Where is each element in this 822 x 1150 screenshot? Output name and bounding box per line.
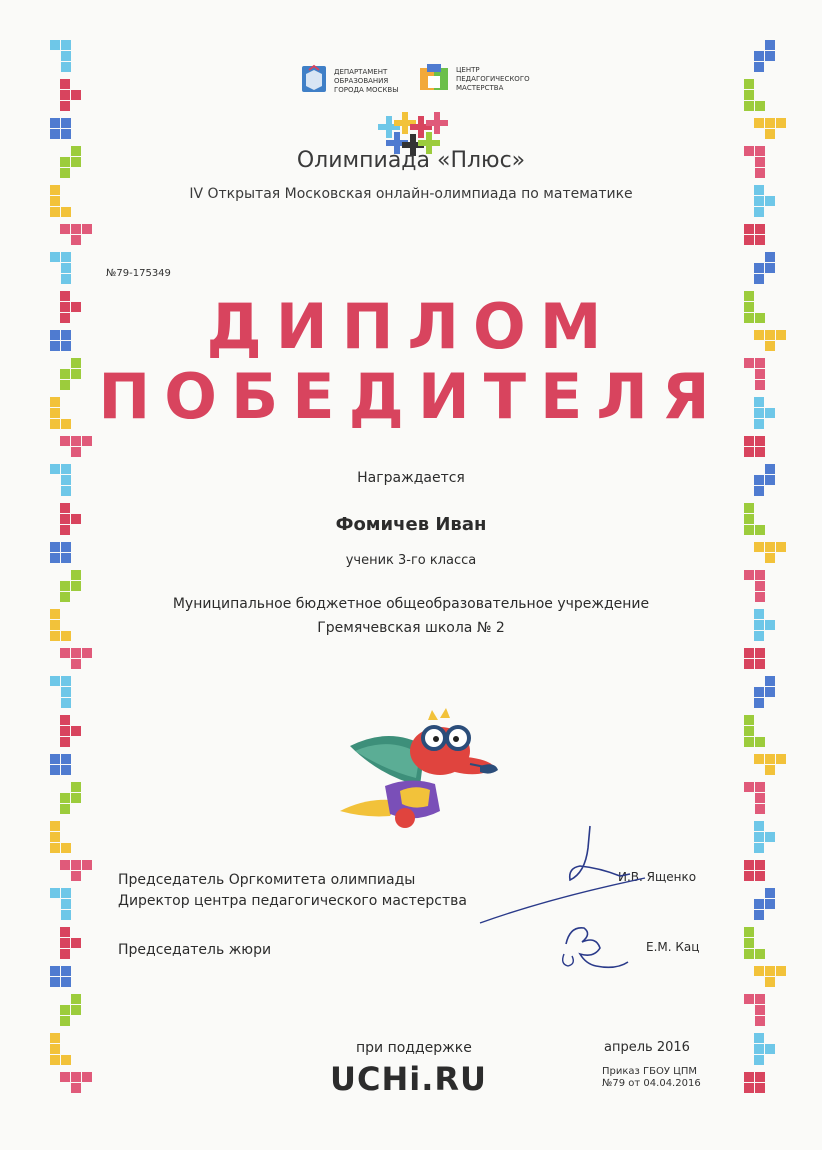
tetris-block	[61, 888, 71, 898]
tetris-block	[744, 1083, 754, 1093]
tetris-block	[61, 966, 71, 976]
tetris-block	[50, 1044, 60, 1054]
dragon-mascot-icon	[330, 706, 500, 836]
tetris-block	[765, 542, 775, 552]
tetris-block	[744, 782, 754, 792]
tetris-block	[754, 843, 764, 853]
tetris-block	[82, 436, 92, 446]
tetris-block	[61, 62, 71, 72]
tetris-block	[71, 938, 81, 948]
tetris-block	[765, 687, 775, 697]
tetris-block	[71, 782, 81, 792]
tetris-block	[71, 224, 81, 234]
tetris-block	[61, 687, 71, 697]
tetris-block	[755, 581, 765, 591]
tetris-block	[744, 994, 754, 1004]
tetris-block	[50, 888, 60, 898]
tetris-block	[60, 1072, 70, 1082]
tetris-block	[50, 676, 60, 686]
tetris-block	[50, 252, 60, 262]
tetris-block	[754, 821, 764, 831]
tetris-block	[61, 843, 71, 853]
tetris-block	[61, 51, 71, 61]
tetris-block	[71, 648, 81, 658]
tetris-block	[754, 263, 764, 273]
tetris-block	[754, 62, 764, 72]
tetris-block	[60, 949, 70, 959]
tetris-block	[765, 765, 775, 775]
tetris-block	[754, 542, 764, 552]
tetris-block	[755, 994, 765, 1004]
tetris-block	[755, 782, 765, 792]
tetris-block	[754, 118, 764, 128]
tetris-block	[50, 118, 60, 128]
tetris-block	[765, 40, 775, 50]
tetris-block	[744, 447, 754, 457]
tetris-block	[60, 648, 70, 658]
tetris-block	[744, 648, 754, 658]
tetris-block	[765, 129, 775, 139]
tetris-block	[776, 754, 786, 764]
tetris-block	[71, 1005, 81, 1015]
tetris-block	[60, 79, 70, 89]
awarded-label: Награждается	[357, 470, 465, 486]
tetris-block	[755, 659, 765, 669]
tetris-block	[61, 274, 71, 284]
tetris-block	[755, 949, 765, 959]
tetris-block	[50, 1055, 60, 1065]
center-logo-text: ЦЕНТР ПЕДАГОГИЧЕСКОГО МАСТЕРСТВА	[456, 66, 530, 92]
tetris-block	[60, 1016, 70, 1026]
tetris-block	[744, 1072, 754, 1082]
tetris-block	[755, 447, 765, 457]
tetris-block	[60, 860, 70, 870]
tetris-block	[744, 90, 754, 100]
tetris-block	[754, 966, 764, 976]
order-line1: Приказ ГБОУ ЦПМ	[602, 1066, 698, 1077]
tetris-block	[754, 486, 764, 496]
tetris-block	[765, 832, 775, 842]
tetris-block	[755, 436, 765, 446]
moscow-education-logo-icon	[300, 62, 328, 96]
logos-header	[300, 62, 540, 102]
tetris-block	[744, 737, 754, 747]
tetris-block	[765, 977, 775, 987]
tetris-block	[61, 129, 71, 139]
diploma-heading-line2: ПОБЕДИТЕЛЯ	[98, 360, 724, 433]
tetris-block	[754, 899, 764, 909]
tetris-block	[50, 843, 60, 853]
tetris-block	[776, 542, 786, 552]
tetris-block	[765, 888, 775, 898]
tetris-block	[50, 542, 60, 552]
tetris-block	[61, 765, 71, 775]
tetris-block	[71, 860, 81, 870]
tetris-block	[61, 542, 71, 552]
tetris-block	[765, 899, 775, 909]
tetris-block	[60, 737, 70, 747]
tetris-block	[755, 1016, 765, 1026]
chair-org-label: Председатель Оргкомитета олимпиады	[118, 872, 416, 888]
tetris-block	[744, 235, 754, 245]
recipient-grade: ученик 3-го класса	[345, 553, 477, 568]
tetris-block	[71, 570, 81, 580]
tetris-block	[765, 966, 775, 976]
tetris-block	[754, 1033, 764, 1043]
tetris-block	[744, 949, 754, 959]
tetris-block	[755, 101, 765, 111]
tetris-block	[765, 676, 775, 686]
tetris-block	[50, 129, 60, 139]
tetris-block	[60, 101, 70, 111]
tetris-block	[744, 938, 754, 948]
tetris-block	[71, 447, 81, 457]
tetris-block	[744, 436, 754, 446]
tetris-block	[82, 1072, 92, 1082]
tetris-block	[754, 1044, 764, 1054]
tetris-block	[50, 966, 60, 976]
tetris-block	[755, 570, 765, 580]
tetris-block	[61, 40, 71, 50]
order-reference	[602, 1066, 701, 1090]
signature-yashchenko	[470, 818, 650, 928]
tetris-block	[71, 726, 81, 736]
tetris-block	[744, 927, 754, 937]
tetris-block	[50, 207, 60, 217]
tetris-block	[50, 832, 60, 842]
tetris-block	[60, 715, 70, 725]
tetris-block	[71, 90, 81, 100]
tetris-block	[50, 977, 60, 987]
school-line2: Гремячевская школа № 2	[317, 620, 505, 636]
tetris-block	[61, 977, 71, 987]
tetris-block	[50, 821, 60, 831]
recipient-name: Фомичев Иван	[335, 514, 487, 535]
tetris-block	[71, 871, 81, 881]
tetris-block	[50, 765, 60, 775]
tetris-block	[755, 235, 765, 245]
tetris-block	[60, 90, 70, 100]
tetris-block	[61, 252, 71, 262]
tetris-block	[60, 581, 70, 591]
tetris-block	[754, 274, 764, 284]
chair-jury-label: Председатель жюри	[118, 942, 272, 958]
tetris-block	[755, 871, 765, 881]
tetris-block	[71, 659, 81, 669]
tetris-block	[765, 118, 775, 128]
signatory-name-2: Е.М. Кац	[646, 940, 700, 954]
tetris-block	[50, 754, 60, 764]
tetris-block	[754, 832, 764, 842]
tetris-block	[744, 659, 754, 669]
tetris-block	[744, 570, 754, 580]
tetris-block	[744, 79, 754, 89]
tetris-block	[755, 793, 765, 803]
tetris-block	[61, 899, 71, 909]
tetris-block	[754, 687, 764, 697]
tetris-block	[60, 1005, 70, 1015]
tetris-block	[71, 1072, 81, 1082]
tetris-block	[61, 118, 71, 128]
tetris-block	[71, 581, 81, 591]
tetris-block	[82, 860, 92, 870]
tetris-block	[755, 860, 765, 870]
tetris-block	[755, 1083, 765, 1093]
tetris-block	[765, 252, 775, 262]
tetris-block	[71, 793, 81, 803]
support-label: при поддержке	[356, 1040, 472, 1056]
tetris-block	[765, 51, 775, 61]
tetris-block	[61, 676, 71, 686]
issue-date: апрель 2016	[604, 1040, 690, 1055]
tetris-block	[71, 436, 81, 446]
tetris-block	[60, 793, 70, 803]
tetris-block	[755, 1072, 765, 1082]
tetris-block	[61, 486, 71, 496]
tetris-block	[61, 1055, 71, 1065]
tetris-block	[50, 40, 60, 50]
tetris-block	[765, 263, 775, 273]
signature-kats	[556, 914, 636, 978]
tetris-block	[60, 224, 70, 234]
department-logo-text: ДЕПАРТАМЕНТ ОБРАЗОВАНИЯ ГОРОДА МОСКВЫ	[334, 68, 399, 94]
tetris-block	[776, 966, 786, 976]
tetris-block	[71, 235, 81, 245]
tetris-block	[71, 1083, 81, 1093]
director-label: Директор центра педагогического мастерства	[118, 893, 467, 909]
tetris-block	[755, 737, 765, 747]
school-line1: Муниципальное бюджетное общеобразовательное учреждение	[172, 596, 650, 612]
tetris-block	[60, 726, 70, 736]
tetris-block	[744, 224, 754, 234]
tetris-block	[744, 715, 754, 725]
tetris-block	[754, 1055, 764, 1065]
tetris-block	[744, 101, 754, 111]
diploma-heading-line1: ДИПЛОМ	[206, 290, 616, 363]
tetris-block	[754, 51, 764, 61]
tetris-block	[754, 207, 764, 217]
tetris-block	[50, 1033, 60, 1043]
tetris-block	[60, 436, 70, 446]
tetris-block	[765, 754, 775, 764]
tetris-block	[765, 1044, 775, 1054]
tetris-block	[61, 263, 71, 273]
tetris-block	[60, 503, 70, 513]
tetris-block	[744, 726, 754, 736]
uchi-ru-logo: UCHi.RU	[330, 1060, 487, 1098]
tetris-block	[755, 648, 765, 658]
tetris-block	[744, 871, 754, 881]
tetris-block	[755, 224, 765, 234]
tetris-block	[754, 910, 764, 920]
order-line2: №79 от 04.04.2016	[602, 1078, 701, 1089]
tetris-block	[755, 1005, 765, 1015]
signatory-name-1: И.В. Ященко	[618, 870, 697, 884]
olympiad-subtitle: IV Открытая Московская онлайн-олимпиада по математике	[189, 186, 633, 202]
tetris-block	[744, 860, 754, 870]
tetris-block	[776, 118, 786, 128]
tetris-block	[61, 207, 71, 217]
tetris-block	[61, 754, 71, 764]
tetris-block	[755, 804, 765, 814]
diploma-number: №79-175349	[106, 268, 171, 279]
center-logo-icon	[418, 62, 452, 96]
tetris-block	[744, 503, 754, 513]
tetris-block	[82, 648, 92, 658]
tetris-block	[754, 754, 764, 764]
tetris-block	[754, 698, 764, 708]
tetris-block	[61, 698, 71, 708]
tetris-block	[60, 804, 70, 814]
tetris-block	[61, 910, 71, 920]
tetris-block	[71, 994, 81, 1004]
tetris-block	[60, 938, 70, 948]
olympiad-title: Олимпиада «Плюс»	[296, 148, 526, 173]
tetris-block	[82, 224, 92, 234]
tetris-block	[60, 927, 70, 937]
